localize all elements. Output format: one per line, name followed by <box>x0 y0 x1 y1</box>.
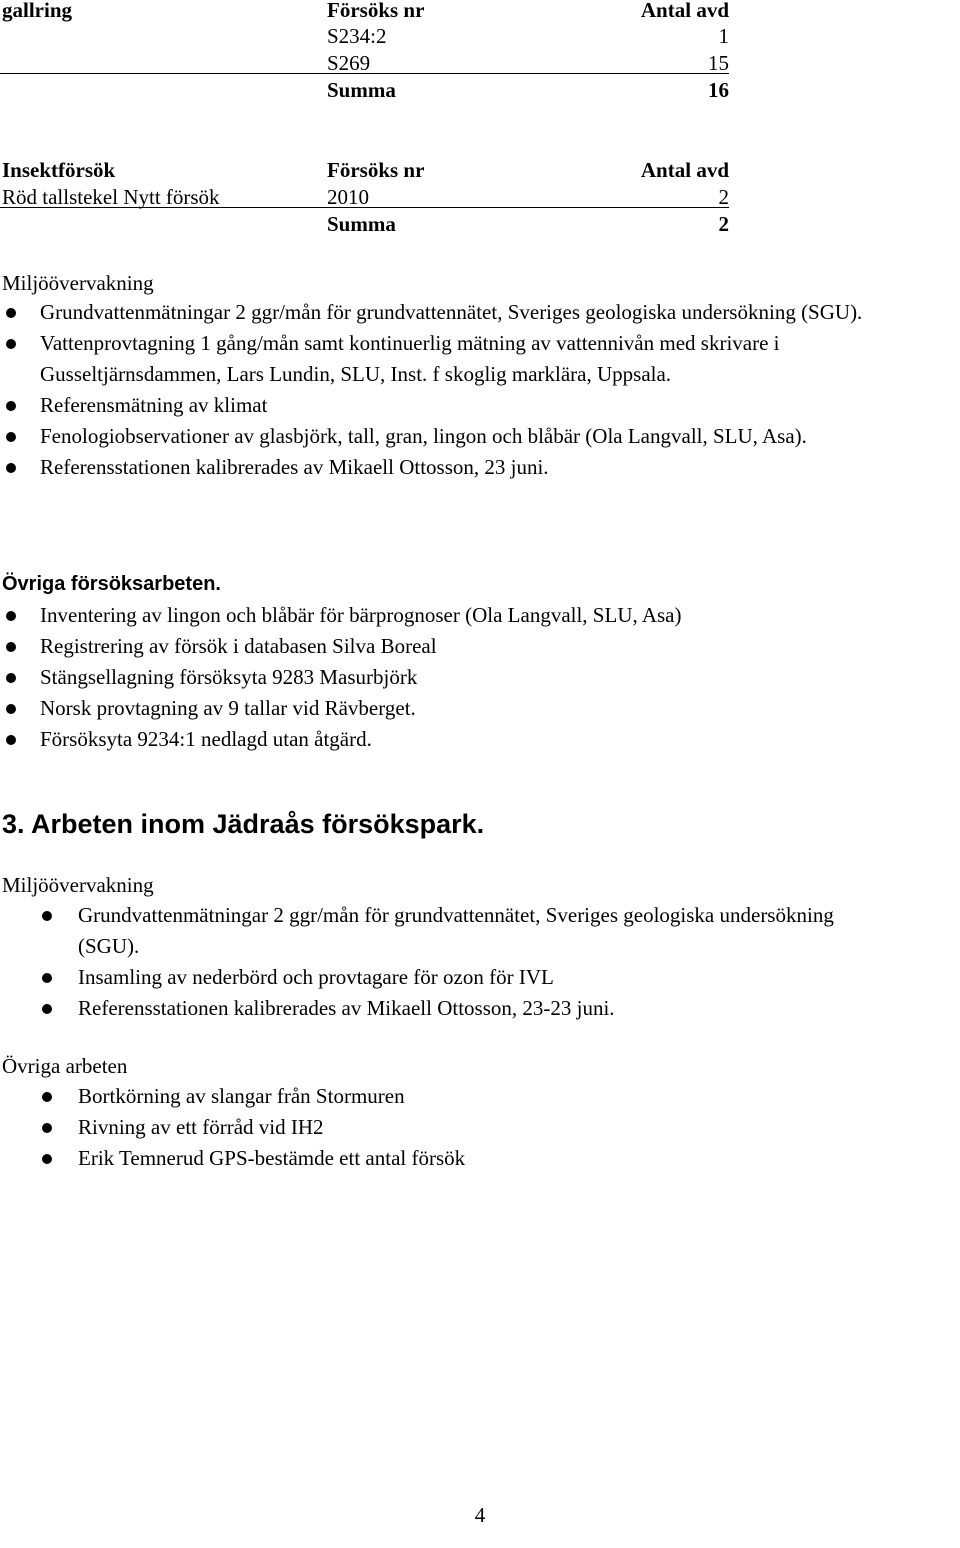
chapter-heading: 3. Arbeten inom Jädraås försökspark. <box>2 809 485 839</box>
list-item-text: Försöksyta 9234:1 nedlagd utan åtgärd. <box>40 727 372 751</box>
bullet-icon <box>6 339 16 349</box>
list-item-text: Vattenprovtagning 1 gång/mån samt kontinuerlig mätning av vattennivån med skrivare i Gusseltjärnsdammen, Lars Lundin, SLU, Inst. f skoglig marklära, Uppsala. <box>40 331 780 386</box>
list-item <box>40 328 960 390</box>
list-item-text: Bortkörning av slangar från Stormuren <box>78 1084 405 1108</box>
section-title-miljoovervakning: Miljöövervakning <box>2 271 154 295</box>
table-cell-nr: S234:2 <box>327 24 387 48</box>
bullet-list-ovriga-forsoksarbeten <box>40 600 960 755</box>
table-header-category: gallring <box>2 0 73 22</box>
bullet-list-ovriga-arbeten <box>78 1081 878 1174</box>
list-item-text: Registrering av försök i databasen Silva Boreal <box>40 634 437 658</box>
bullet-icon <box>42 1154 52 1164</box>
section-title-ovriga-arbeten: Övriga arbeten <box>2 1054 128 1078</box>
list-item-text: Referensmätning av klimat <box>40 393 268 417</box>
bullet-icon <box>6 308 16 318</box>
table-cell-count: 15 <box>708 51 729 75</box>
bullet-icon <box>6 673 16 683</box>
list-item-text: Stängsellagning försöksyta 9283 Masurbjörk <box>40 665 418 689</box>
table-rule <box>0 207 729 208</box>
list-item <box>78 1112 878 1143</box>
bullet-icon <box>6 463 16 473</box>
table-cell-nr: 2010 <box>327 185 369 209</box>
list-item <box>40 297 960 328</box>
bullet-icon <box>42 1123 52 1133</box>
list-item <box>40 390 960 421</box>
section-title-miljoovervakning: Miljöövervakning <box>2 873 154 897</box>
list-item-text: Rivning av ett förråd vid IH2 <box>78 1115 324 1139</box>
list-item <box>78 962 878 993</box>
bullet-list-miljoovervakning <box>78 900 878 1024</box>
page-number: 4 <box>474 1503 486 1527</box>
bullet-icon <box>42 1092 52 1102</box>
table-sum-value: 2 <box>718 212 729 236</box>
bullet-icon <box>6 735 16 745</box>
list-item-text: Grundvattenmätningar 2 ggr/mån för grundvattennätet, Sveriges geologiska undersökning (SGU). <box>40 300 863 324</box>
list-item <box>40 421 960 452</box>
bullet-list-miljoovervakning <box>40 297 960 483</box>
list-item <box>78 900 878 962</box>
list-item-text: Insamling av nederbörd och provtagare för ozon för IVL <box>78 965 554 989</box>
bullet-icon <box>6 642 16 652</box>
list-item <box>78 993 878 1024</box>
bullet-icon <box>42 1004 52 1014</box>
table-header-nr: Försöks nr <box>327 0 425 22</box>
section-title-ovriga-forsoksarbeten: Övriga försöksarbeten. <box>2 573 221 595</box>
table-cell-name: Röd tallstekel Nytt försök <box>2 185 220 209</box>
table-header-category: Insektförsök <box>2 158 116 182</box>
bullet-icon <box>6 611 16 621</box>
list-item-text: Referensstationen kalibrerades av Mikaell Ottosson, 23 juni. <box>40 455 549 479</box>
list-item-text: Inventering av lingon och blåbär för bärprognoser (Ola Langvall, SLU, Asa) <box>40 603 682 627</box>
bullet-icon <box>6 401 16 411</box>
bullet-icon <box>6 432 16 442</box>
list-item-text: Erik Temnerud GPS-bestämde ett antal försök <box>78 1146 466 1170</box>
table-sum-value: 16 <box>708 78 729 102</box>
table-cell-count: 1 <box>718 24 729 48</box>
list-item <box>40 724 960 755</box>
bullet-icon <box>42 973 52 983</box>
list-item <box>40 600 960 631</box>
table-cell-nr: S269 <box>327 51 371 75</box>
table-sum-label: Summa <box>327 78 396 102</box>
list-item <box>78 1143 878 1174</box>
table-sum-label: Summa <box>327 212 396 236</box>
list-item-text: Referensstationen kalibrerades av Mikaell Ottosson, 23-23 juni. <box>78 996 615 1020</box>
table-header-count: Antal avd <box>640 0 729 22</box>
list-item <box>40 631 960 662</box>
list-item <box>40 662 960 693</box>
list-item <box>78 1081 878 1112</box>
bullet-icon <box>6 704 16 714</box>
list-item <box>40 452 960 483</box>
table-cell-count: 2 <box>718 185 729 209</box>
table-header-nr: Försöks nr <box>327 158 425 182</box>
list-item-text: Norsk provtagning av 9 tallar vid Rävberget. <box>40 696 416 720</box>
table-header-count: Antal avd <box>640 158 729 182</box>
list-item-text: Grundvattenmätningar 2 ggr/mån för grundvattennätet, Sveriges geologiska undersökning (SGU). <box>78 903 834 958</box>
table-rule <box>0 73 729 74</box>
list-item <box>40 693 960 724</box>
list-item-text: Fenologiobservationer av glasbjörk, tall, gran, lingon och blåbär (Ola Langvall, SLU, Asa). <box>40 424 807 448</box>
bullet-icon <box>42 911 52 921</box>
